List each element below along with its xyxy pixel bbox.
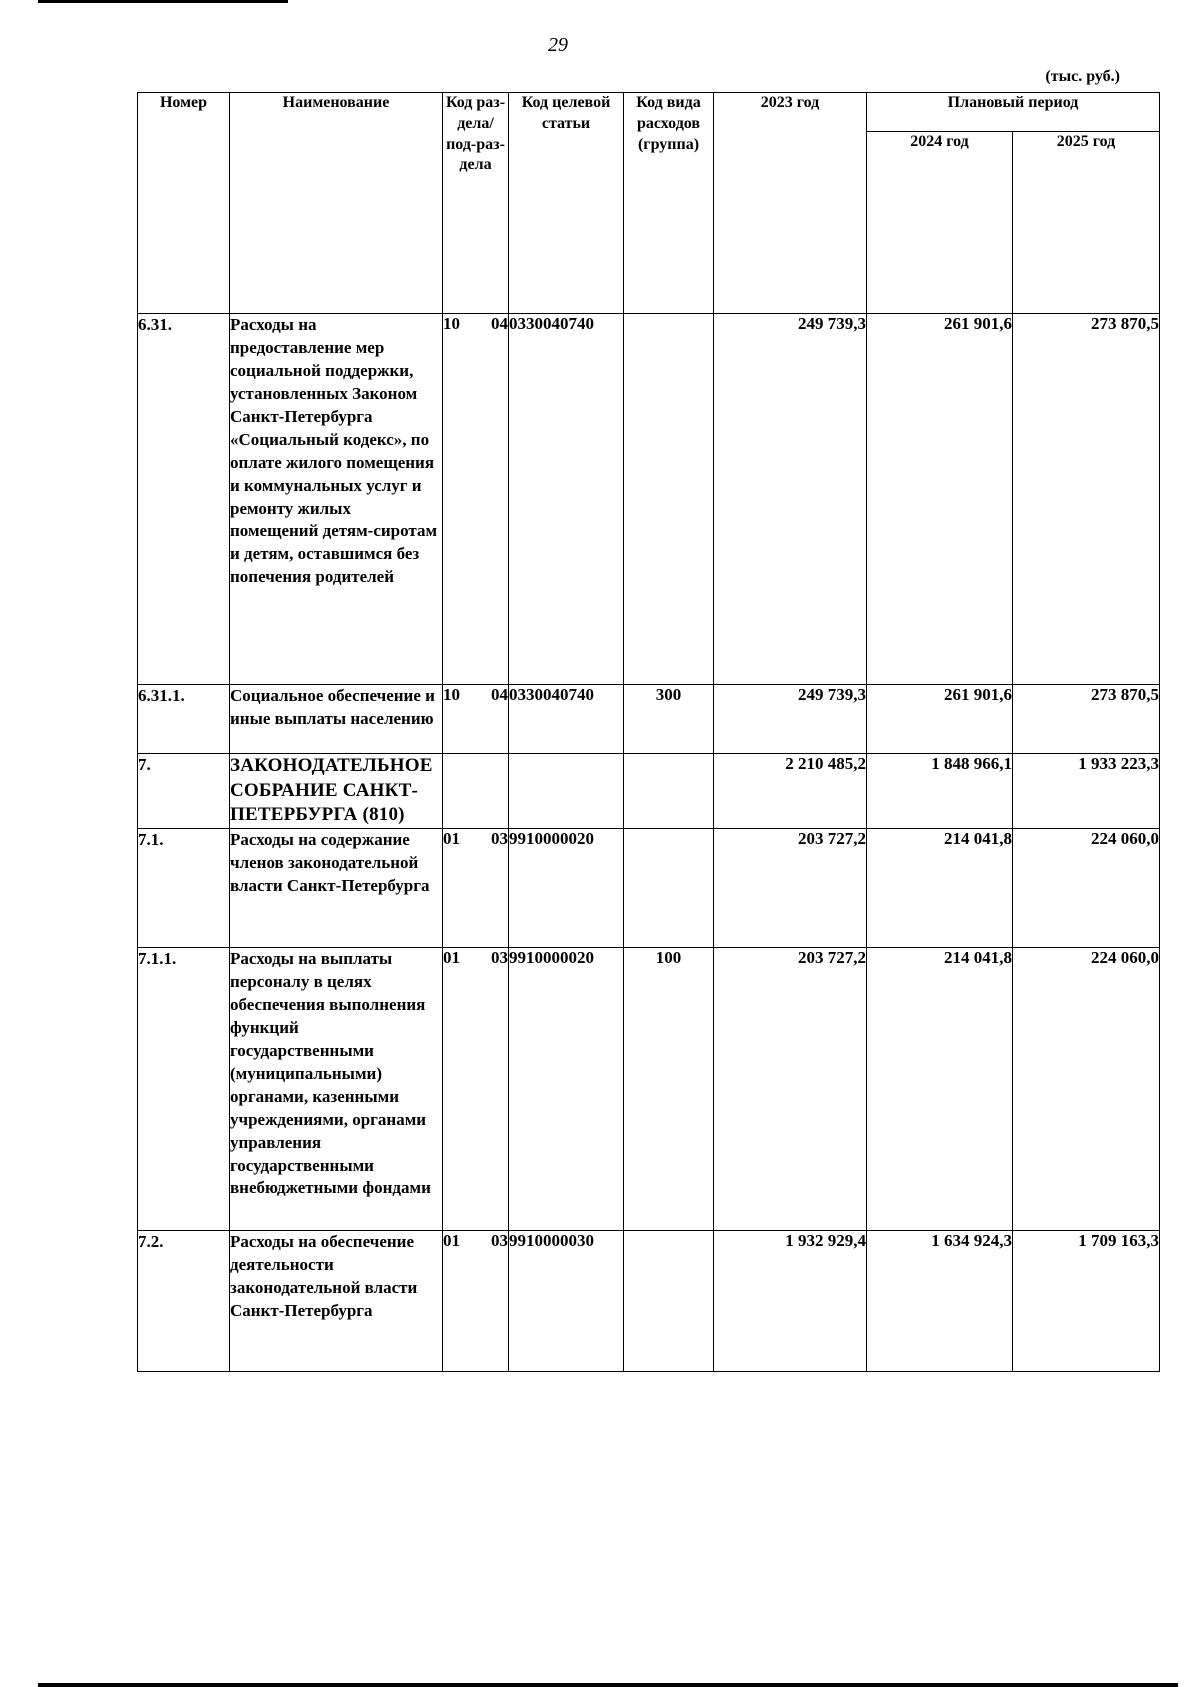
row-razdel: [443, 754, 509, 829]
row-2023: 249 739,3: [714, 685, 867, 754]
row-2025: 224 060,0: [1013, 948, 1160, 1231]
row-razdel: [443, 685, 509, 754]
row-target: 0330040740: [509, 314, 624, 685]
row-name: Расходы на обеспечение деятельности законодательной власти Санкт-Петербурга: [230, 1231, 443, 1372]
row-name: Социальное обеспечение и иные выплаты населению: [230, 685, 443, 754]
row-target: [509, 754, 624, 829]
row-name: Расходы на предоставление мер социальной поддержки, установленных Законом Санкт-Петербурга «Социальный кодекс», по оплате жилого помещения и коммунальных услуг и ремонту жилых помещений детям-сиротам и детям, оставшимся без попечения родителей: [230, 314, 443, 685]
row-expense-type: [624, 754, 714, 829]
razdel-code: 10: [443, 685, 460, 704]
row-number: 7.1.1.: [138, 948, 230, 1231]
row-2023: 249 739,3: [714, 314, 867, 685]
podrazdel-code: 04: [491, 314, 508, 333]
row-razdel: [443, 1231, 509, 1372]
razdel-code: 01: [443, 1231, 460, 1251]
row-2023: 203 727,2: [714, 948, 867, 1231]
row-2023: 2 210 485,2: [714, 754, 867, 829]
col-header-razdel: Код раз-дела/ под-раз-дела: [443, 93, 509, 314]
row-name: Расходы на содержание членов законодательной власти Санкт-Петербурга: [230, 829, 443, 948]
row-target: 9910000030: [509, 1231, 624, 1372]
col-header-planned-period: Плановый период: [867, 93, 1160, 132]
table-row: [138, 314, 1160, 685]
col-header-2023: 2023 год: [714, 93, 867, 314]
row-expense-type: [624, 829, 714, 948]
row-expense-type: [624, 314, 714, 685]
table-row: [138, 948, 1160, 1231]
col-header-name: Наименование: [230, 93, 443, 314]
col-header-number: Номер: [138, 93, 230, 314]
budget-table: [137, 92, 1160, 1372]
row-number: 6.31.: [138, 314, 230, 685]
bottom-rule: [38, 1683, 1178, 1687]
row-razdel: [443, 314, 509, 685]
row-2024: 214 041,8: [867, 948, 1013, 1231]
row-expense-type: [624, 1231, 714, 1372]
row-target: 0330040740: [509, 685, 624, 754]
row-2023: 1 932 929,4: [714, 1231, 867, 1372]
row-target: 9910000020: [509, 948, 624, 1231]
podrazdel-code: 03: [491, 948, 508, 968]
row-2024: 1 848 966,1: [867, 754, 1013, 829]
row-2025: 273 870,5: [1013, 685, 1160, 754]
podrazdel-code: 04: [491, 685, 508, 704]
row-2024: 261 901,6: [867, 685, 1013, 754]
table-row: [138, 685, 1160, 754]
col-header-2024: 2024 год: [867, 132, 1013, 314]
col-header-expense-type: Код вида расходов (группа): [624, 93, 714, 314]
table-row: [138, 829, 1160, 948]
razdel-code: 01: [443, 948, 460, 968]
col-header-target: Код целевой статьи: [509, 93, 624, 314]
row-name: Расходы на выплаты персоналу в целях обеспечения выполнения функций государственными (муниципальными) органами, казенными учреждениями, органами управления государственными внебюджетными фондами: [230, 948, 443, 1231]
row-number: 7.: [138, 754, 230, 829]
page-number: 29: [548, 34, 568, 56]
row-2024: 261 901,6: [867, 314, 1013, 685]
row-razdel: [443, 948, 509, 1231]
top-rule: [38, 0, 288, 3]
razdel-code: 10: [443, 314, 460, 333]
row-2025: 1 933 223,3: [1013, 754, 1160, 829]
podrazdel-code: 03: [491, 829, 508, 849]
razdel-code: 01: [443, 829, 460, 849]
row-2025: 1 709 163,3: [1013, 1231, 1160, 1372]
row-expense-type: 100: [624, 948, 714, 1231]
row-target: 9910000020: [509, 829, 624, 948]
row-2025: 273 870,5: [1013, 314, 1160, 685]
row-name: ЗАКОНОДАТЕЛЬНОЕ СОБРАНИЕ САНКТ-ПЕТЕРБУРГА (810): [230, 754, 443, 829]
table-row: [138, 754, 1160, 829]
row-number: 7.2.: [138, 1231, 230, 1372]
row-expense-type: 300: [624, 685, 714, 754]
row-2025: 224 060,0: [1013, 829, 1160, 948]
row-2024: 214 041,8: [867, 829, 1013, 948]
row-razdel: [443, 829, 509, 948]
row-number: 6.31.1.: [138, 685, 230, 754]
table-row: [138, 1231, 1160, 1372]
podrazdel-code: 03: [491, 1231, 508, 1251]
row-2023: 203 727,2: [714, 829, 867, 948]
header-row: [138, 93, 1160, 132]
row-2024: 1 634 924,3: [867, 1231, 1013, 1372]
units-label: (тыс. руб.): [1045, 68, 1120, 85]
row-number: 7.1.: [138, 829, 230, 948]
col-header-2025: 2025 год: [1013, 132, 1160, 314]
